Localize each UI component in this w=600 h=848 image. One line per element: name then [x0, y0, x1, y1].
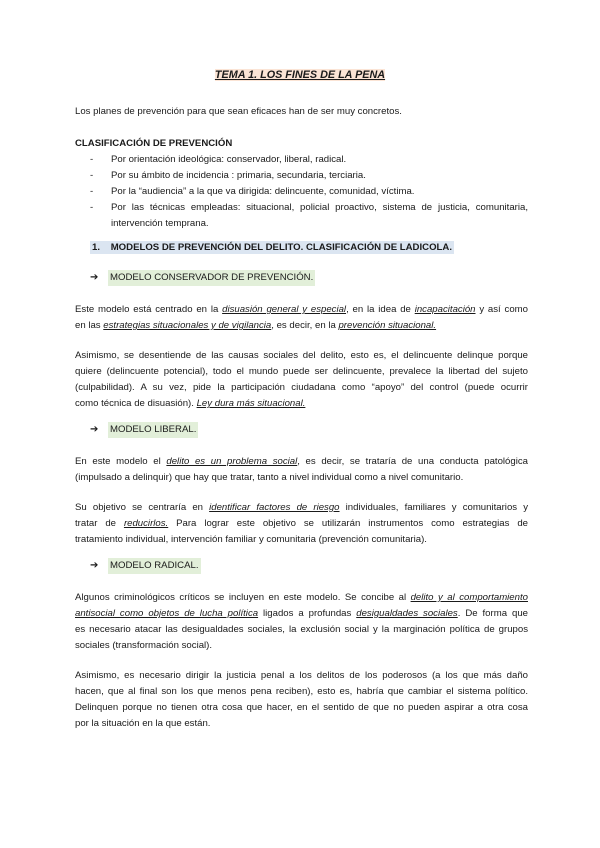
- list-bullet: -: [90, 186, 94, 197]
- list-bullet: -: [90, 170, 94, 181]
- list-bullet: -: [90, 154, 94, 165]
- section-heading: [90, 240, 454, 256]
- paragraph-line: como técnica de disuasión). Ley dura más situacional.: [75, 398, 306, 409]
- model-heading-liberal: MODELO LIBERAL.: [108, 422, 198, 438]
- list-item: Por su ámbito de incidencia : primaria, secundaria, terciaria.: [111, 170, 366, 181]
- paragraph-line: Asimismo, se desentiende de las causas sociales del delito, esto es, el delincuente delinque porque: [75, 350, 528, 361]
- classification-heading: CLASIFICACIÓN DE PREVENCIÓN: [75, 138, 233, 149]
- arrow-right-icon: ➔: [90, 560, 99, 571]
- list-item: Por la “audiencia” a la que va dirigida: delincuente, comunidad, víctima.: [111, 186, 415, 197]
- page-title: [0, 69, 600, 81]
- paragraph-line: Este modelo está centrado en la disuasión general y especial, en la idea de incapacitación y así como: [75, 304, 528, 315]
- paragraph-line: por la situación en la que están.: [75, 718, 211, 729]
- paragraph-line: tratamiento individual, intervención familiar y comunitaria (prevención comunitaria).: [75, 534, 427, 545]
- intro-paragraph: Los planes de prevención para que sean eficaces han de ser muy concretos.: [75, 106, 402, 117]
- paragraph-line: En este modelo el delito es un problema social, es decir, se trataría de una conducta patológica: [75, 456, 528, 467]
- list-item-continuation: intervención temprana.: [111, 218, 209, 229]
- paragraph-line: Su objetivo se centraría en identificar factores de riesgo individuales, familiares y comunitarios y: [75, 502, 529, 513]
- model-heading-conservador: MODELO CONSERVADOR DE PREVENCIÓN.: [108, 270, 315, 286]
- paragraph-line: (culpabilidad). A su vez, pide la participación ciudadana como “apoyo” del control (puede ocurrir: [75, 382, 528, 393]
- list-item: Por las técnicas empleadas: situacional, policial proactivo, sistema de justicia, comunitaria,: [111, 202, 528, 213]
- paragraph-line: hacen, que al final son los que menos pena reciben), esto es, habría que cambiar el sistema político.: [75, 686, 528, 697]
- paragraph-line: antisocial como objetos de lucha política ligados a profundas desigualdades sociales. De forma que: [75, 608, 528, 619]
- list-bullet: -: [90, 202, 94, 213]
- section-title: MODELOS DE PREVENCIÓN DEL DELITO. CLASIFICACIÓN DE LADICOLA.: [110, 242, 452, 253]
- paragraph-line: sociales (transformación social).: [75, 640, 213, 651]
- paragraph-line: tratar de reducirlos. Para lograr este objetivo se utilizarán instrumentos como estrategias de: [75, 518, 529, 529]
- paragraph-line: Asimismo, es necesario dirigir la justicia penal a los delitos de los poderosos (a los que más daño: [75, 670, 528, 681]
- arrow-right-icon: ➔: [90, 424, 99, 435]
- paragraph-line: Delinquen porque no tienen otra cosa que hacer, en el sentido de que no pueden aspirar a otra cosa: [75, 702, 528, 713]
- paragraph-line: es necesario atacar las desigualdades sociales, la exclusión social y la marginación política de grupos: [75, 624, 528, 635]
- page-title-text: TEMA 1. LOS FINES DE LA PENA: [214, 69, 386, 81]
- paragraph-line: Algunos criminológicos críticos se incluyen en este modelo. Se concibe al delito y al comportamiento: [75, 592, 528, 603]
- paragraph-line: en las estrategias situacionales y de vigilancia, es decir, en la prevención situacional.: [75, 320, 437, 331]
- paragraph-line: (impulsado a delinquir) que hay que tratar, tanto a nivel individual como a nivel comunitario.: [75, 472, 464, 483]
- section-number: 1.: [92, 242, 101, 253]
- list-item: Por orientación ideológica: conservador, liberal, radical.: [111, 154, 347, 165]
- model-heading-radical: MODELO RADICAL.: [108, 558, 201, 574]
- paragraph-line: quiere (delincuente potencial), todo el mundo puede ser delincuente, prevalece la libertad del sujeto: [75, 366, 528, 377]
- arrow-right-icon: ➔: [90, 272, 99, 283]
